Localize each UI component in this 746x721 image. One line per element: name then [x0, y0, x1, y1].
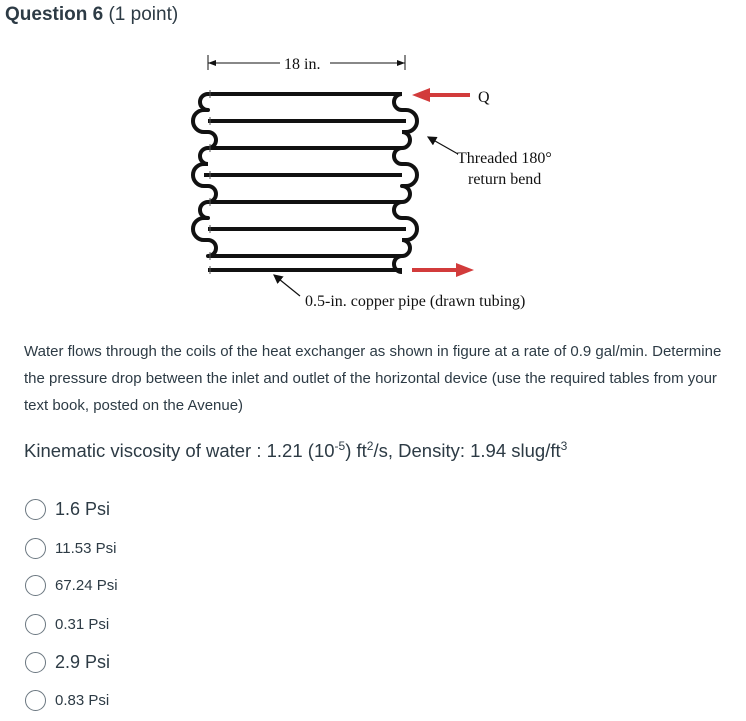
radio-button[interactable]: [25, 690, 46, 711]
pipe-leader-line: [274, 275, 300, 296]
bend-label-line1: Threaded 180°: [457, 150, 552, 167]
density-cubed: 3: [560, 439, 568, 453]
option-label: 0.31 Psi: [55, 615, 110, 633]
radio-button[interactable]: [25, 575, 46, 596]
bend-label-line2: return bend: [468, 171, 542, 188]
bend-leader-line: [428, 137, 458, 154]
radio-button[interactable]: [25, 614, 46, 635]
radio-button[interactable]: [25, 538, 46, 559]
kv-squared: 2: [366, 439, 374, 453]
option-label: 0.83 Psi: [55, 691, 110, 709]
option-label: 1.6 Psi: [55, 498, 111, 519]
question-title: Question 6: [5, 4, 104, 25]
kv-prefix: Kinematic viscosity of water : 1.21 (10: [24, 440, 335, 461]
answer-option-5[interactable]: [25, 649, 110, 675]
pipe-label: 0.5-in. copper pipe (drawn tubing): [305, 293, 526, 310]
option-label: 2.9 Psi: [55, 651, 111, 672]
question-points: (1 point): [108, 4, 179, 25]
kv-suffix: /s, Density: 1.94 slug/ft: [373, 440, 561, 461]
answer-option-3[interactable]: [25, 572, 118, 598]
length-label: 18 in.: [284, 56, 321, 73]
constants-line: [24, 440, 567, 462]
option-label: 67.24 Psi: [55, 576, 118, 594]
heat-exchanger-figure: [0, 0, 746, 330]
question-body: Water flows through the coils of the heat exchanger as shown in figure at a rate of 0.9 gal/min. Determine the pressure drop between the inlet and outlet of the horizontal device (use the required tables from your text book, posted on the Avenue): [24, 343, 722, 414]
radio-button[interactable]: [25, 652, 46, 673]
answer-option-1[interactable]: [25, 496, 110, 522]
kv-mid: ) ft: [345, 440, 367, 461]
kv-exponent: -5: [334, 439, 346, 453]
pipe-coil-inner: [208, 121, 402, 229]
inlet-arrow: [412, 88, 470, 102]
flow-label: Q: [478, 89, 490, 106]
answer-option-6[interactable]: [25, 687, 109, 713]
outlet-arrow: [412, 263, 474, 277]
option-label: 11.53 Psi: [55, 539, 117, 557]
answer-option-4[interactable]: [25, 611, 109, 637]
answer-option-2[interactable]: [25, 535, 116, 561]
radio-button[interactable]: [25, 499, 46, 520]
